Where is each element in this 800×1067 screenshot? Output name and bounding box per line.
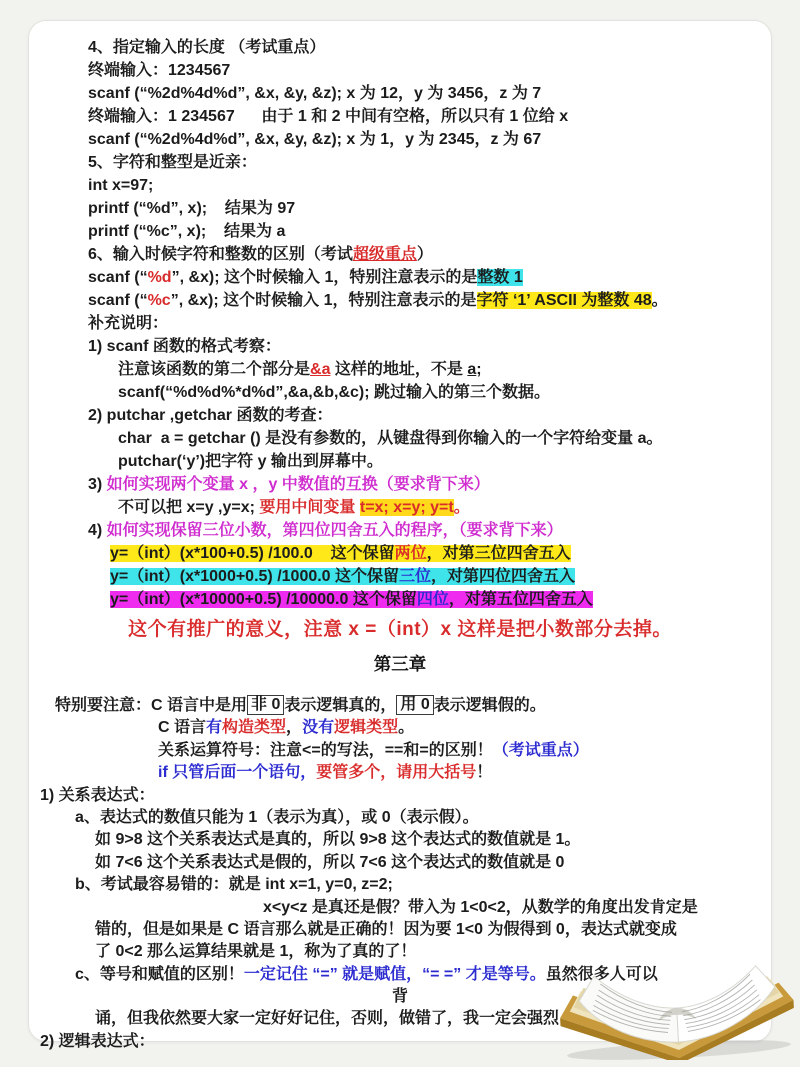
text-segment: b、考试最容易错的：就是 int x=1, y=0, z=2; [75,876,393,894]
chapter-heading [28,649,772,683]
text-line [28,785,772,807]
text-segment: 2) 逻辑表达式： [40,1032,155,1050]
text-segment: 终端输入：1234567 [88,62,231,79]
text-segment: ，对第三位四舍五入 [426,545,571,562]
text-line [28,897,772,919]
text-line [28,829,772,851]
text-segment: 特别要注意：C 语言中是用 [55,697,248,714]
text-line [28,243,772,266]
text-segment: 6、输入时候字符和整数的区别（考试 [88,246,353,263]
text-segment: 了 0<2 那么运算结果就是 1，称为了真的了！ [95,943,417,961]
text-line [28,312,772,335]
text-line [28,807,772,829]
text-segment: 表示逻辑真的， [284,697,397,714]
text-segment: char a = getchar () 是没有参数的，从键盘得到你输入的一个字符给变量 a。 [118,430,663,447]
text-segment: scanf (“ [88,269,148,286]
text-segment: printf (“%c”, x); 结果为 a [88,223,286,240]
text-segment: 。 [651,292,668,309]
highlighted-text [110,591,593,608]
text-segment: x<y<z 是真还是假？带入为 1<0<2，从数学的角度出发肯定是 [263,898,698,916]
text-segment: scanf (“%2d%4d%d”, &x, &y, &z); x 为 1，y 为 2345，z 为 67 [88,131,542,148]
text-segment: 这个有推广的意义，注意 x =（int）x 这样是把小数部分去掉。 [128,619,672,640]
text-segment: 错的，但是如果是 C 语言那么就是正确的！因为要 1<0 为假得到 0，表达式就变成 [95,920,677,938]
text-segment: 如 7<6 这个关系表达式是假的，所以 7<6 这个表达式的数值就是 0 [95,853,565,871]
text-segment: %d [147,269,172,286]
text-line [28,427,772,450]
text-segment: c、等号和赋值的区别！ [75,965,244,983]
text-segment: ） [416,246,433,263]
text-segment: 关系运算符号：注意<=的写法，==和=的区别！ [158,741,493,759]
text-line [28,220,772,243]
text-line [28,128,772,151]
text-segment: 两位 [394,545,427,562]
highlighted-text: 整数 1 [477,269,523,286]
text-segment: 要管多个，请用大括号 [316,764,477,782]
text-segment: y=（int）(x*10000+0.5) /10000.0 这个保留 [110,591,417,608]
text-segment: （考试重点） [492,741,589,759]
text-line [28,404,772,427]
highlighted-text [110,545,571,562]
text-line [28,519,772,542]
highlighted-text: 字符 ‘1’ ASCII 为整数 48 [476,292,652,309]
text-segment: ”, &x); 这个时候输入 1，特别注意表示的是 [171,269,478,286]
text-segment: %c [147,292,171,309]
text-segment: C 语言 [158,719,207,737]
text-segment: 有 [206,719,223,737]
boxed-text: 非 0 [247,695,284,715]
text-segment: 三位 [399,568,432,585]
text-segment: ， [286,719,303,737]
text-segment: 4、指定输入的长度 （考试重点） [88,39,326,56]
text-line [28,919,772,941]
text-segment: printf (“%d”, x); 结果为 97 [88,200,296,217]
text-segment: 逻辑类型 [334,719,399,737]
highlighted-text: t=x; x=y; y=t [359,499,454,516]
text-line [28,496,772,519]
text-line [28,197,772,220]
text-line [28,450,772,473]
text-segment: 。 [453,499,470,516]
text-segment: 1) 关系表达式： [40,786,155,804]
text-segment: y=（int）(x*100+0.5) /100.0 这个保留 [110,545,395,562]
text-segment: &a [310,361,331,378]
text-segment: 表示逻辑假的。 [433,697,546,714]
text-segment: 如何实现两个变量 x ，y 中数值的互换（要求背下来） [106,476,490,493]
text-segment: 5、字符和整型是近亲： [88,154,257,171]
text-segment: 如 9>8 这个关系表达式是真的，所以 9>8 这个表达式的数值就是 1。 [95,831,581,849]
text-line [28,542,772,565]
text-segment: ; [476,361,487,378]
document-content [28,20,772,1053]
text-line [28,335,772,358]
text-line [28,852,772,874]
text-line [28,473,772,496]
text-segment: 不可以把 x=y ,y=x; [118,499,260,516]
text-line [28,565,772,588]
emphasis-note [28,611,772,649]
highlighted-text [110,568,575,585]
text-segment: 虽然很多人可以 [545,965,658,983]
text-segment: ”, &x); 这个时候输入 1，特别注意表示的是 [170,292,477,309]
text-segment: 如何实现保留三位小数，第四位四舍五入的程序，（要求背下来） [106,522,563,539]
text-line [28,59,772,82]
text-segment: y=（int）(x*1000+0.5) /1000.0 这个保留 [110,568,400,585]
text-line [28,36,772,59]
text-segment: 构造类型 [222,719,287,737]
text-line [28,358,772,381]
text-line [28,381,772,404]
text-line [28,588,772,611]
text-segment: 要用中间变量 [259,499,360,516]
text-segment: 背 [391,988,408,1006]
text-line [28,266,772,289]
text-line [28,174,772,197]
text-segment: 这样的地址，不是 [330,361,468,378]
text-segment: putchar(‘y’)把字符 y 输出到屏幕中。 [118,453,383,470]
text-line [28,695,772,717]
text-segment: 3) [88,476,107,493]
text-segment: a [467,361,477,378]
text-segment: scanf (“%2d%4d%d”, &x, &y, &z); x 为 12，y 为 3456，z 为 7 [88,85,542,102]
text-segment: 一定记住 “=” 就是赋值，“= =” 才是等号。 [243,965,546,983]
text-line [28,82,772,105]
text-line [28,874,772,896]
text-segment: 。 [398,719,415,737]
text-line [28,740,772,762]
text-segment: 4) [88,522,107,539]
text-segment: if 只管后面一个语句， [158,764,317,782]
text-segment: 没有 [302,719,335,737]
text-segment: 2) putchar ,getchar 函数的考查： [88,407,333,424]
text-segment: ，对第五位四舍五入 [448,591,593,608]
text-segment: 补充说明： [88,315,169,332]
text-line [28,762,772,784]
text-segment: 1) scanf 函数的格式考察： [88,338,281,355]
text-segment: scanf (“ [88,292,148,309]
text-segment: 诵，但我依然要大家一定好好记住，否则，做错了，我一定会强烈 [95,1010,560,1028]
text-segment: 终端输入：1 234567 由于 1 和 2 中间有空格，所以只有 1 位给 x [88,108,569,125]
text-line [28,289,772,312]
text-segment: 第三章 [373,654,427,674]
text-line [28,717,772,739]
text-segment: 注意该函数的第二个部分是 [118,361,311,378]
text-segment: ！ [476,764,493,782]
text-line [28,105,772,128]
text-segment: 四位 [416,591,449,608]
text-line [28,151,772,174]
text-segment: int x=97; [88,177,154,194]
text-segment: a、表达式的数值只能为 1（表示为真），或 0（表示假）。 [75,808,479,826]
text-segment: ，对第四位四舍五入 [431,568,576,585]
text-segment: scanf(“%d%d%*d%d”,&a,&b,&c); 跳过输入的第三个数据。 [118,384,551,401]
text-segment: 超级重点 [352,246,417,263]
open-book-image [556,958,798,1060]
boxed-text: 用 0 [396,695,433,715]
